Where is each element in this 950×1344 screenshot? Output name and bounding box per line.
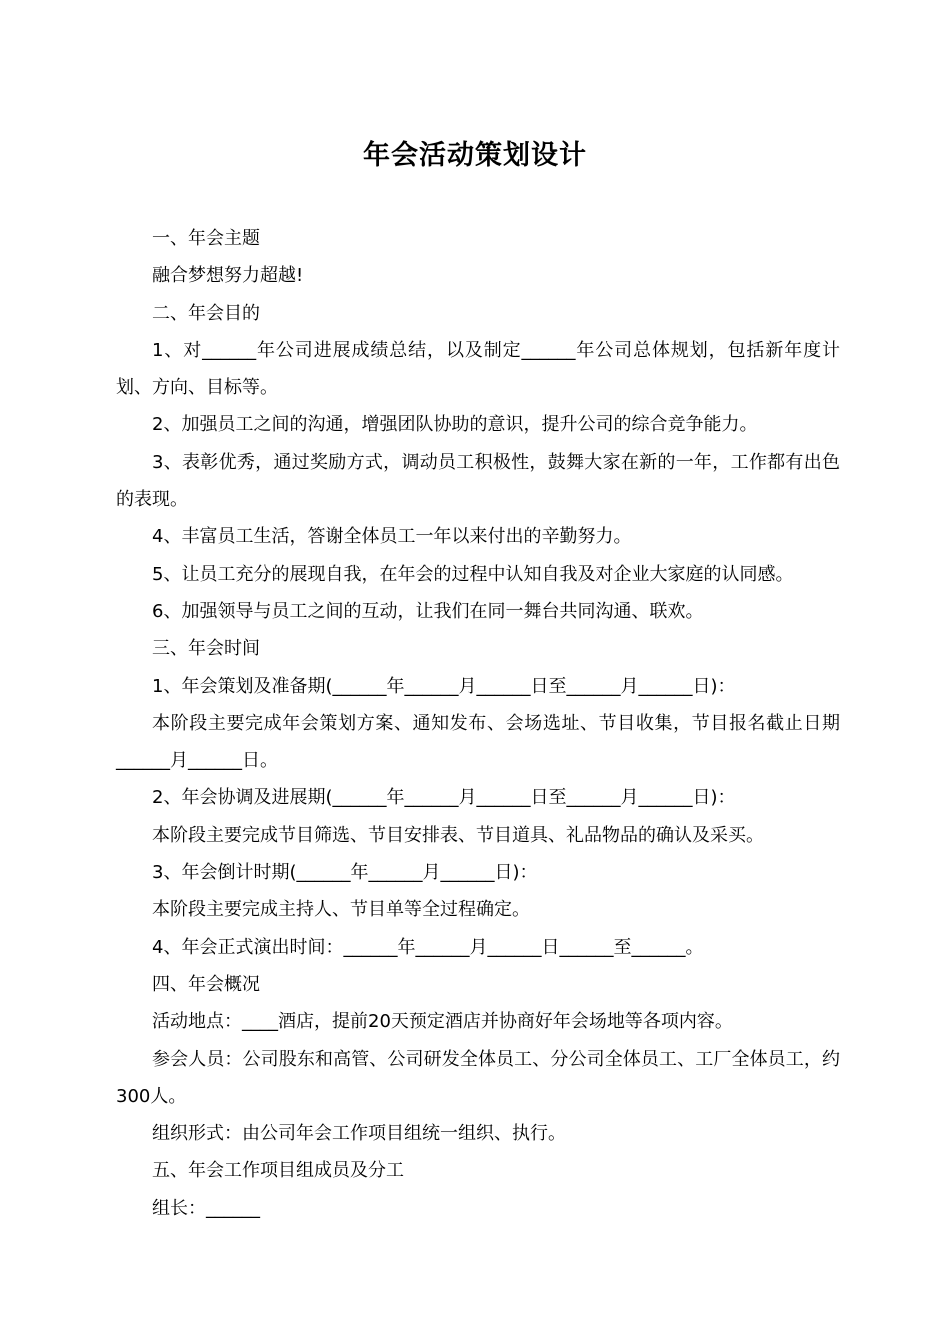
- overview-location: 活动地点：____酒店，提前20天预定酒店并协商好年会场地等各项内容。: [152, 1011, 733, 1033]
- purpose-item-2: 2、加强员工之间的沟通，增强团队协助的意识，提升公司的综合竞争能力。: [152, 414, 758, 436]
- purpose-item-5: 5、让员工充分的展现自我，在年会的过程中认知自我及对企业大家庭的认同感。: [152, 563, 794, 585]
- time-item-3: 3、年会倒计时期(______年______月______日)：: [152, 862, 538, 884]
- document-body: [116, 220, 840, 1227]
- section-heading-overview: 四、年会概况: [152, 973, 260, 995]
- time-item-4: 4、年会正式演出时间：______年______月______日______至______。: [152, 936, 704, 958]
- time-item-2: 2、年会协调及进展期(______年______月______日至______月______日)：: [152, 787, 736, 809]
- section-heading-purpose: 二、年会目的: [152, 302, 260, 324]
- section-heading-time: 三、年会时间: [152, 638, 260, 660]
- purpose-item-6: 6、加强领导与员工之间的互动，让我们在同一舞台共同沟通、联欢。: [152, 600, 704, 622]
- time-item-1: 1、年会策划及准备期(______年______月______日至______月______日)：: [152, 675, 736, 697]
- theme-text: 融合梦想努力超越!: [152, 265, 304, 287]
- section-heading-team: 五、年会工作项目组成员及分工: [152, 1160, 404, 1182]
- purpose-item-1: 1、对______年公司进展成绩总结，以及制定______年公司总体规划，包括新年度计划、方向、目标等。: [116, 339, 840, 399]
- overview-attendees: 参会人员：公司股东和高管、公司研发全体员工、分公司全体员工、工厂全体员工，约300人。: [116, 1048, 840, 1107]
- purpose-item-4: 4、丰富员工生活，答谢全体员工一年以来付出的辛勤努力。: [152, 526, 632, 548]
- team-leader: 组长：______: [152, 1197, 260, 1219]
- time-item-2-desc: 本阶段主要完成节目筛选、节目安排表、节目道具、礼品物品的确认及采买。: [152, 824, 764, 846]
- purpose-item-3: 3、表彰优秀，通过奖励方式，调动员工积极性，鼓舞大家在新的一年，工作都有出色的表现。: [116, 451, 840, 511]
- time-item-3-desc: 本阶段主要完成主持人、节目单等全过程确定。: [152, 899, 530, 921]
- time-item-1-desc: 本阶段主要完成年会策划方案、通知发布、会场选址、节目收集，节目报名截止日期______月______日。: [116, 712, 840, 772]
- document-title: 年会活动策划设计: [363, 140, 587, 171]
- overview-organization: 组织形式：由公司年会工作项目组统一组织、执行。: [152, 1123, 566, 1145]
- section-heading-theme: 一、年会主题: [152, 228, 260, 249]
